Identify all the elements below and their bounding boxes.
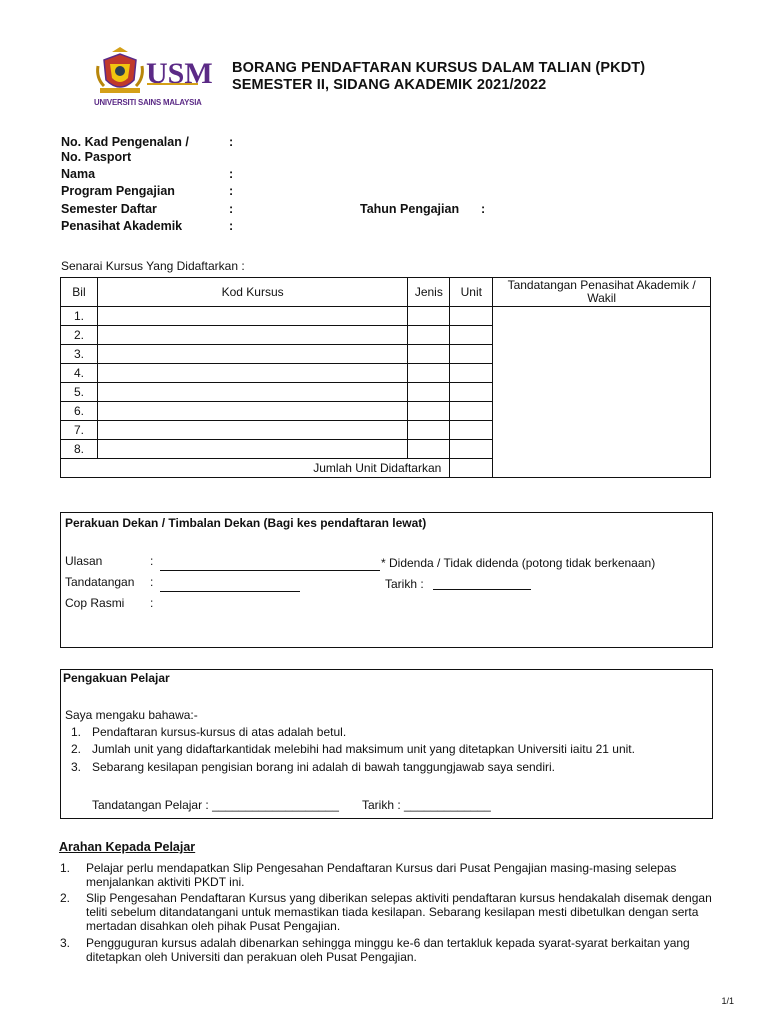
type-cell[interactable] bbox=[408, 421, 450, 440]
instruction-item bbox=[60, 936, 720, 966]
header-unit: Unit bbox=[450, 278, 493, 307]
total-units-label: Jumlah Unit Didaftarkan bbox=[61, 459, 450, 478]
row-number: 2. bbox=[61, 326, 98, 345]
header-kod-kursus: Kod Kursus bbox=[97, 278, 407, 307]
declaration-item-text: Sebarang kesilapan pengisian borang ini adalah di bawah tanggungjawab saya sendiri. bbox=[92, 760, 556, 774]
dean-section-title: Perakuan Dekan / Timbalan Dekan (Bagi kes pendaftaran lewat) bbox=[65, 516, 427, 530]
declaration-item-num: 3. bbox=[71, 760, 82, 774]
ulasan-label: Ulasan bbox=[65, 554, 103, 568]
type-cell[interactable] bbox=[408, 402, 450, 421]
header-bil: Bil bbox=[61, 278, 98, 307]
declaration-item-num: 2. bbox=[71, 742, 82, 756]
name-colon: : bbox=[229, 167, 234, 181]
semester-colon: : bbox=[229, 202, 234, 216]
program-colon: : bbox=[229, 184, 234, 198]
header-signature: Tandatangan Penasihat Akademik / Wakil bbox=[493, 278, 711, 307]
course-code-cell[interactable] bbox=[97, 421, 407, 440]
course-code-cell[interactable] bbox=[97, 364, 407, 383]
instructions-title: Arahan Kepada Pelajar bbox=[59, 840, 196, 854]
course-code-cell[interactable] bbox=[97, 345, 407, 364]
ic-colon: : bbox=[229, 135, 234, 149]
instruction-text: Pengguguran kursus adalah dibenarkan sehingga minggu ke-6 dan tertakluk kepada syarat-syarat berkaitan yang ditetapkan oleh Universiti dan perakuan oleh Pusat Pengajian. bbox=[86, 936, 690, 964]
unit-cell[interactable] bbox=[450, 345, 493, 364]
type-cell[interactable] bbox=[408, 326, 450, 345]
instruction-text: Slip Pengesahan Pendaftaran Kursus yang diberikan selepas aktiviti pendaftaran kursus hendakalah disemak dengan teliti sebelum ditandatangani untuk memastikan tiada kesilapan. Sebarang kesilapan mesti dibetulkan dengan serta mertadan disahkan oleh pihak Pusat Pengajian. bbox=[86, 891, 712, 933]
program-label: Program Pengajian bbox=[61, 184, 175, 198]
student-signature-field[interactable]: Tandatangan Pelajar : ___________________ bbox=[92, 798, 339, 812]
row-number: 1. bbox=[61, 307, 98, 326]
semester-label: Semester Daftar bbox=[61, 202, 157, 216]
name-label: Nama bbox=[61, 167, 96, 181]
unit-cell[interactable] bbox=[450, 307, 493, 326]
ic-label: No. Kad Pengenalan / bbox=[61, 135, 189, 149]
course-table-caption: Senarai Kursus Yang Didaftarkan : bbox=[61, 259, 245, 273]
form-title-line2: SEMESTER II, SIDANG AKADEMIK 2021/2022 bbox=[232, 77, 547, 93]
header-jenis: Jenis bbox=[408, 278, 450, 307]
type-cell[interactable] bbox=[408, 440, 450, 459]
course-code-cell[interactable] bbox=[97, 326, 407, 345]
unit-cell[interactable] bbox=[450, 383, 493, 402]
tandatangan-label: Tandatangan bbox=[65, 575, 135, 589]
unit-cell[interactable] bbox=[450, 421, 493, 440]
ulasan-colon: : bbox=[150, 554, 154, 568]
university-name: UNIVERSITI SAINS MALAYSIA bbox=[94, 97, 202, 107]
row-number: 5. bbox=[61, 383, 98, 402]
unit-cell[interactable] bbox=[450, 326, 493, 345]
row-number: 3. bbox=[61, 345, 98, 364]
declaration-item-num: 1. bbox=[71, 725, 82, 739]
fine-note: * Didenda / Tidak didenda (potong tidak berkenaan) bbox=[381, 556, 656, 570]
unit-cell[interactable] bbox=[450, 440, 493, 459]
course-code-cell[interactable] bbox=[97, 440, 407, 459]
dean-approval-section bbox=[60, 512, 713, 648]
unit-cell[interactable] bbox=[450, 364, 493, 383]
declaration-item-text: Jumlah unit yang didaftarkantidak melebihi had maksimum unit yang ditetapkan Universiti iaitu 21 unit. bbox=[92, 742, 635, 756]
instruction-num: 1. bbox=[60, 861, 71, 875]
dean-signature-line[interactable] bbox=[160, 591, 300, 592]
passport-label: No. Pasport bbox=[61, 150, 132, 164]
row-number: 7. bbox=[61, 421, 98, 440]
total-units-cell[interactable] bbox=[450, 459, 493, 478]
course-code-cell[interactable] bbox=[97, 307, 407, 326]
university-crest-icon bbox=[98, 47, 143, 93]
dean-tarikh-label: Tarikh : bbox=[385, 577, 424, 591]
type-cell[interactable] bbox=[408, 345, 450, 364]
dean-date-line[interactable] bbox=[433, 589, 531, 590]
year-label: Tahun Pengajian bbox=[360, 202, 460, 216]
form-title bbox=[232, 60, 645, 94]
page-number: 1/1 bbox=[721, 996, 734, 1006]
course-table bbox=[60, 277, 711, 478]
type-cell[interactable] bbox=[408, 383, 450, 402]
instruction-num: 2. bbox=[60, 891, 71, 905]
form-title-line1: BORANG PENDAFTARAN KURSUS DALAM TALIAN (PKDT) bbox=[232, 60, 646, 76]
student-date-field[interactable]: Tarikh : _____________ bbox=[362, 798, 491, 812]
ulasan-line[interactable] bbox=[160, 570, 380, 571]
advisor-colon: : bbox=[229, 219, 234, 233]
instruction-item bbox=[60, 861, 720, 891]
type-cell[interactable] bbox=[408, 364, 450, 383]
declaration-title: Pengakuan Pelajar bbox=[63, 671, 170, 685]
instruction-item bbox=[60, 891, 720, 935]
row-number: 8. bbox=[61, 440, 98, 459]
course-code-cell[interactable] bbox=[97, 383, 407, 402]
row-number: 6. bbox=[61, 402, 98, 421]
declaration-item-text: Pendaftaran kursus-kursus di atas adalah betul. bbox=[92, 725, 347, 739]
year-colon: : bbox=[481, 202, 486, 216]
advisor-label: Penasihat Akademik bbox=[61, 219, 183, 233]
declaration-intro: Saya mengaku bahawa:- bbox=[65, 708, 198, 722]
cop-colon: : bbox=[150, 596, 154, 610]
row-number: 4. bbox=[61, 364, 98, 383]
student-declaration-section bbox=[60, 669, 713, 819]
course-code-cell[interactable] bbox=[97, 402, 407, 421]
logo-letters: USM bbox=[146, 57, 213, 90]
type-cell[interactable] bbox=[408, 307, 450, 326]
tandatangan-colon: : bbox=[150, 575, 154, 589]
instruction-num: 3. bbox=[60, 936, 71, 950]
cop-label: Cop Rasmi bbox=[65, 596, 125, 610]
advisor-signature-cell[interactable] bbox=[493, 307, 711, 478]
instruction-text: Pelajar perlu mendapatkan Slip Pengesahan Pendaftaran Kursus dari Pusat Pengajian masing-masing selepas menjalankan aktiviti PKDT ini. bbox=[86, 861, 677, 889]
unit-cell[interactable] bbox=[450, 402, 493, 421]
